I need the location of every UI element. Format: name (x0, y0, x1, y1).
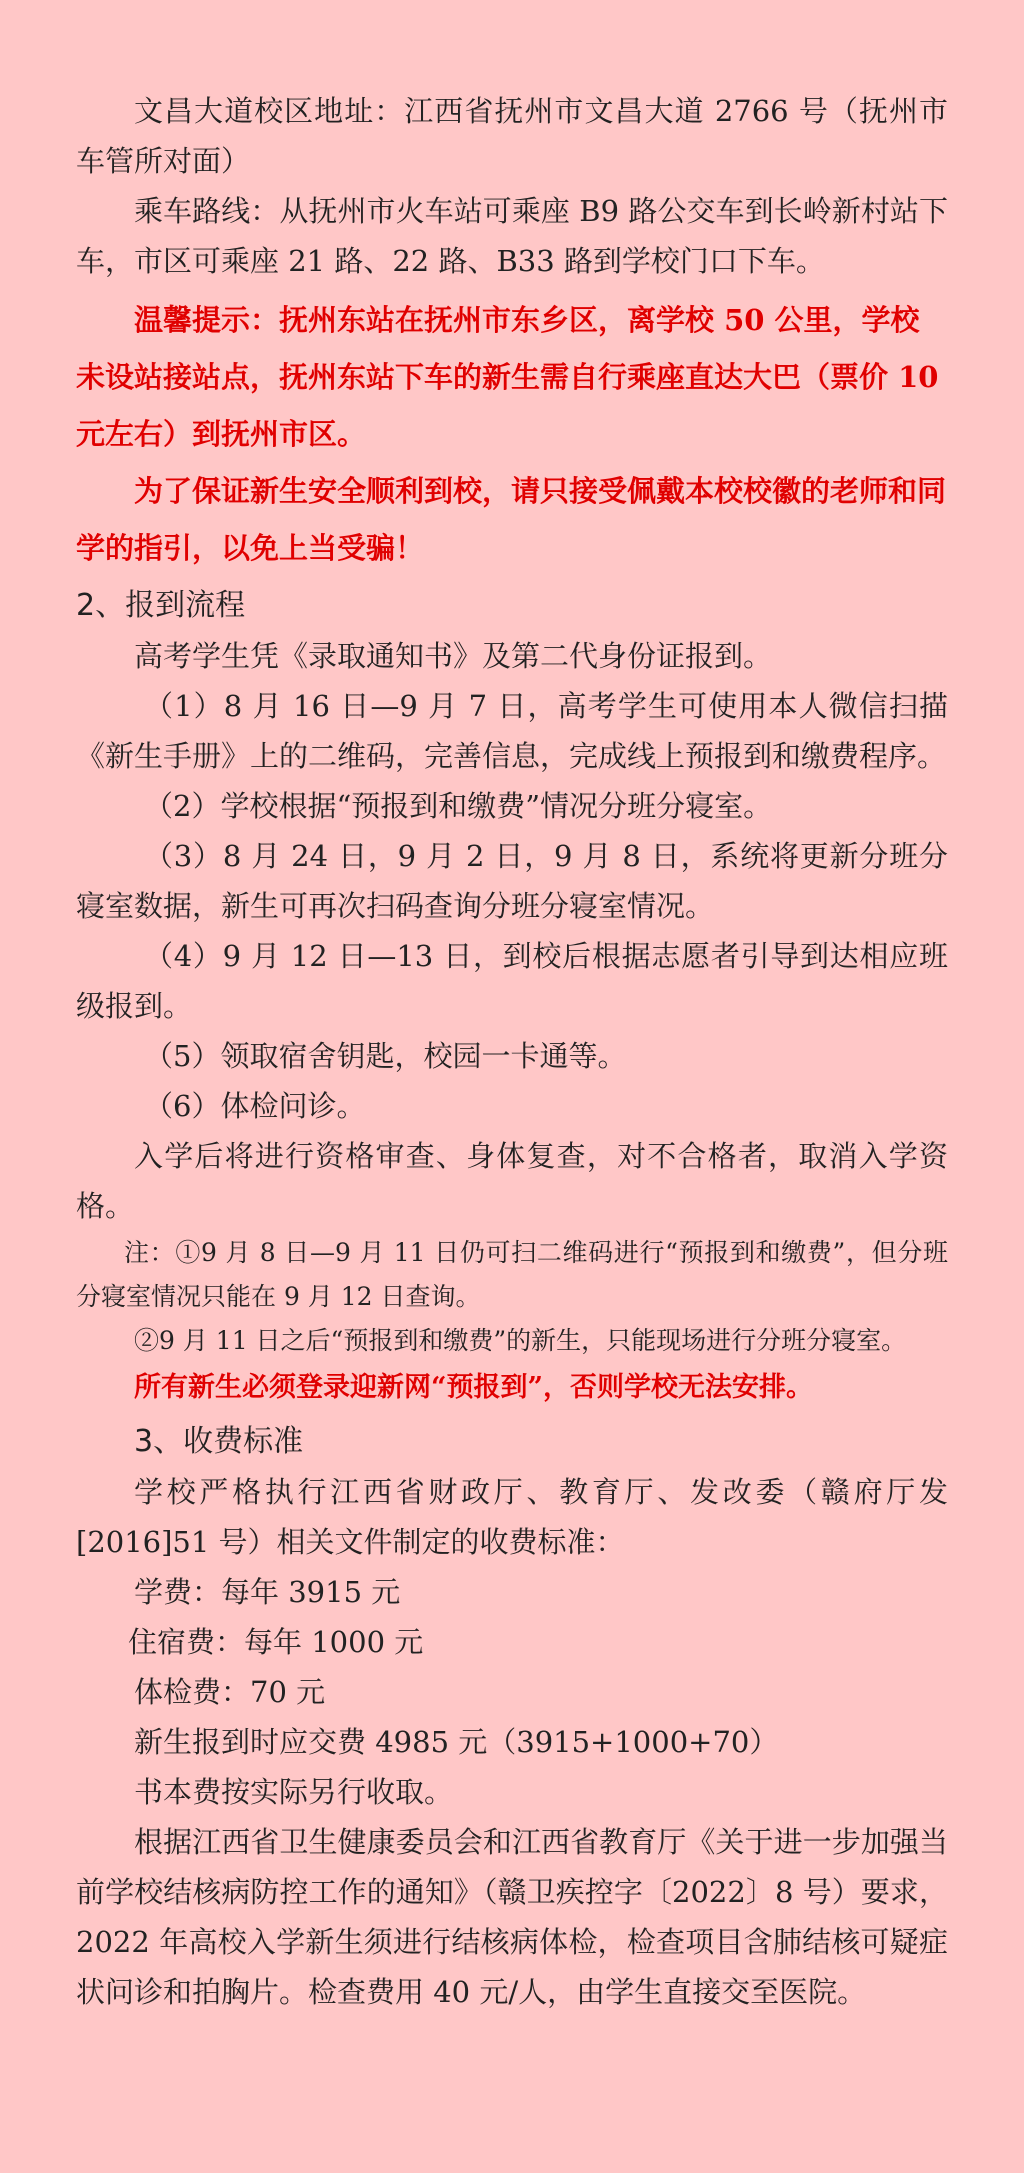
total-fee: 新生报到时应交费 4985 元（3915+1000+70） (134, 1725, 779, 1759)
tuition-fee: 学费：每年 3915 元 (134, 1575, 401, 1609)
housing-fee: 住宿费：每年 1000 元 (128, 1625, 424, 1659)
fees-heading: 3、收费标准 (134, 1424, 304, 1459)
must-preregister: 所有新生必须登录迎新网“预报到”，否则学校无法安排。 (134, 1372, 814, 1403)
note-one: 注：①9 月 8 日—9 月 11 日仍可扫二维码进行“预报到和缴费”，但分班分寝室情况只能在 9 月 12 日查询。 (76, 1238, 948, 1311)
registration-step: （2）学校根据“预报到和缴费”情况分班分寝室。 (144, 789, 773, 823)
exam-fee: 体检费：70 元 (134, 1675, 326, 1709)
bus-route: 乘车路线：从抚州市火车站可乘座 B9 路公交车到长岭新村站下车，市区可乘座 21 路、22 路、B33 路到学校门口下车。 (76, 194, 948, 278)
fees-intro: 学校严格执行江西省财政厅、教育厅、发改委（赣府厅发[2016]51 号）相关文件制定的收费标准： (76, 1475, 948, 1559)
travel-tip: 温馨提示：抚州东站在抚州市东乡区，离学校 50 公里，学校未设站接站点，抚州东站下车的新生需自行乘座直达大巴（票价 10 元左右）到抚州市区。 (76, 303, 939, 451)
tb-check-notice: 根据江西省卫生健康委员会和江西省教育厅《关于进一步加强当前学校结核病防控工作的通知》（赣卫疾控字〔2022〕8 号）要求，2022 年高校入学新生须进行结核病体检，检查项目含肺结核可疑症状问诊和拍胸片。检查费用 40 元/人，由学生直接交至医院。 (76, 1825, 948, 2009)
book-fee: 书本费按实际另行收取。 (134, 1775, 454, 1809)
registration-step: （6）体检问诊。 (144, 1089, 366, 1123)
campus-address: 文昌大道校区地址：江西省抚州市文昌大道 2766 号（抚州市车管所对面） (76, 94, 948, 178)
registration-intro: 高考学生凭《录取通知书》及第二代身份证报到。 (134, 639, 773, 673)
registration-step: （4）9 月 12 日—13 日，到校后根据志愿者引导到达相应班级报到。 (76, 939, 948, 1023)
safety-warning: 为了保证新生安全顺利到校，请只接受佩戴本校校徽的老师和同学的指引，以免上当受骗！ (76, 474, 947, 565)
registration-step: （1）8 月 16 日—9 月 7 日，高考学生可使用本人微信扫描《新生手册》上的二维码，完善信息，完成线上预报到和缴费程序。 (76, 689, 948, 773)
qualification-review: 入学后将进行资格审查、身体复查，对不合格者，取消入学资格。 (76, 1139, 948, 1223)
registration-heading: 2、报到流程 (76, 588, 246, 623)
registration-step: （3）8 月 24 日，9 月 2 日，9 月 8 日，系统将更新分班分寝室数据，新生可再次扫码查询分班分寝室情况。 (76, 839, 948, 923)
registration-step: （5）领取宿舍钥匙，校园一卡通等。 (144, 1039, 627, 1073)
note-two: ②9 月 11 日之后“预报到和缴费”的新生，只能现场进行分班分寝室。 (134, 1326, 907, 1355)
